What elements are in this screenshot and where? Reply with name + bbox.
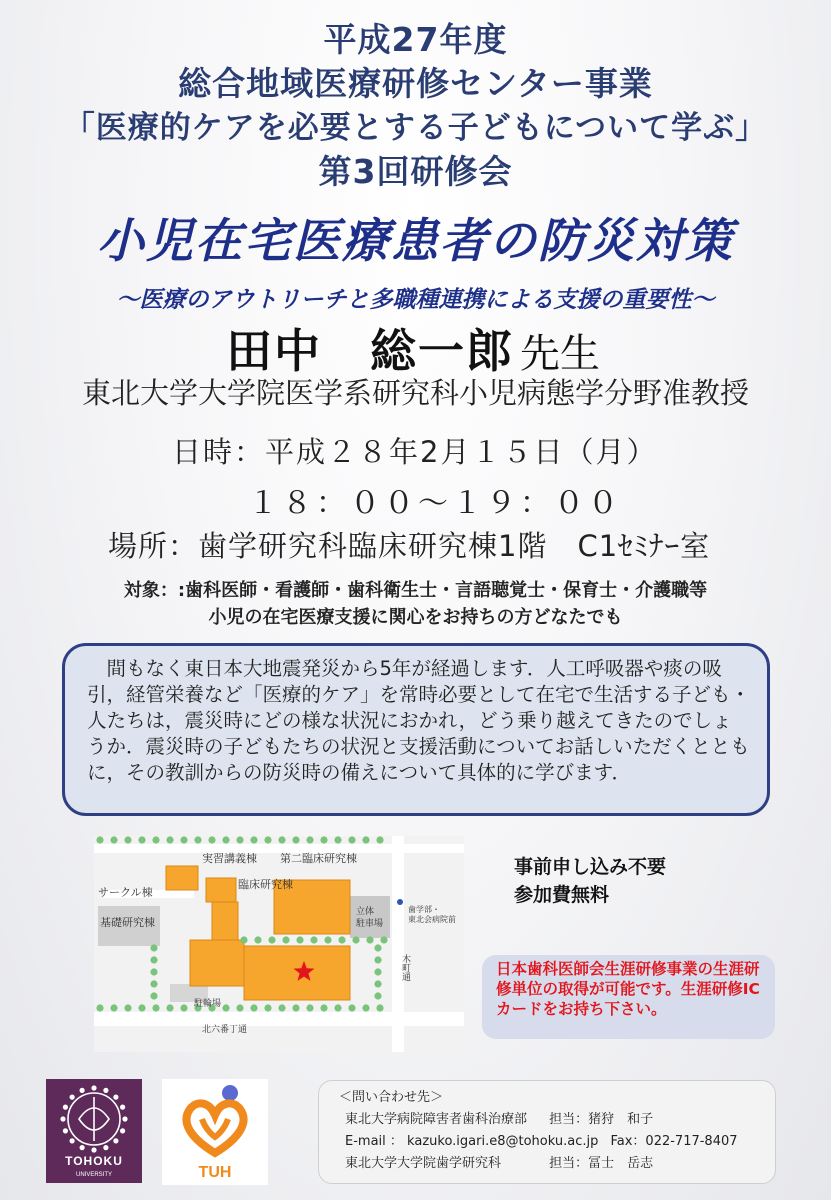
map-label-busstop: 歯学部・ bbox=[408, 905, 440, 914]
tree-icon bbox=[374, 956, 381, 963]
tree-icon bbox=[250, 1004, 257, 1011]
tree-icon bbox=[362, 1004, 369, 1011]
tree-icon bbox=[282, 936, 289, 943]
tree-icon bbox=[264, 836, 271, 843]
parking-building bbox=[350, 896, 390, 938]
tuh-logo bbox=[162, 1079, 268, 1185]
tree-icon bbox=[380, 936, 387, 943]
map-label-parking-2: 駐車場 bbox=[356, 918, 384, 928]
tree-icon bbox=[124, 1004, 131, 1011]
description-text: 間もなく東日本大地震発災から5年が経過します．人工呼吸器や痰の吸引，経管栄養など「医療的ケア」を常時必要として在宅で生活する子ども・人たちは，震災時にどの様な状況におかれ，どう乗り越えてきたのでしょうか．震災時の子どもたちの状況と支援活動についてお話しいただくとともに，その教訓からの防災時の備えについて具体的に学びます． bbox=[87, 657, 751, 784]
event-time: １８：００～１９：００ bbox=[248, 486, 622, 521]
tree-icon bbox=[374, 992, 381, 999]
building-rinsho-wing bbox=[212, 902, 238, 944]
description-box bbox=[62, 643, 770, 816]
tree-icon bbox=[166, 836, 173, 843]
map-label-kimachi: 木町通 bbox=[401, 954, 411, 981]
contact-email[interactable]: kazuko.igari.e8@tohoku.ac.jp bbox=[407, 1134, 599, 1149]
tree-icon bbox=[194, 836, 201, 843]
tree-icon bbox=[254, 936, 261, 943]
tohoku-leaf-icon bbox=[113, 1138, 118, 1143]
free-notice: 参加費無料 bbox=[514, 884, 610, 906]
tree-icon bbox=[96, 1004, 103, 1011]
tree-icon bbox=[150, 968, 157, 975]
tree-icon bbox=[278, 1004, 285, 1011]
tree-icon bbox=[366, 936, 373, 943]
tree-icon bbox=[180, 1004, 187, 1011]
tree-icon bbox=[264, 1004, 271, 1011]
building-circle bbox=[166, 866, 198, 890]
target-audience: 対象：:歯科医師・看護師・歯科衛生士・言語聴覚士・保育士・介護職等 bbox=[123, 580, 708, 601]
tree-icon bbox=[180, 836, 187, 843]
tohoku-logo-text: TOHOKU bbox=[65, 1154, 123, 1168]
tree-icon bbox=[236, 1004, 243, 1011]
main-title: 小児在宅医療患者の防災対策 bbox=[97, 214, 734, 269]
speaker-affiliation: 東北大学大学院医学系研究科小児病態学分野准教授 bbox=[81, 376, 749, 410]
contact-heading: ＜問い合わせ先＞ bbox=[339, 1090, 444, 1105]
tohoku-leaf-icon bbox=[63, 1128, 68, 1133]
tohoku-leaf-icon bbox=[113, 1095, 118, 1100]
tree-icon bbox=[152, 836, 159, 843]
tohoku-leaf-icon bbox=[60, 1116, 65, 1121]
tree-icon bbox=[240, 936, 247, 943]
tree-icon bbox=[268, 936, 275, 943]
map-label-daini: 第二臨床研究棟 bbox=[280, 853, 357, 865]
tree-icon bbox=[348, 1004, 355, 1011]
speaker-honorific: 先生 bbox=[520, 331, 600, 377]
tree-icon bbox=[150, 992, 157, 999]
tree-icon bbox=[222, 1004, 229, 1011]
tohoku-leaf-icon bbox=[120, 1128, 125, 1133]
road-kitaroku bbox=[94, 1012, 464, 1026]
tree-icon bbox=[374, 968, 381, 975]
tree-icon bbox=[374, 944, 381, 951]
contact-dept2: 東北大学大学院歯学研究科 bbox=[345, 1156, 502, 1171]
tree-icon bbox=[208, 836, 215, 843]
building-kiso bbox=[190, 940, 244, 986]
tohoku-leaf-icon bbox=[91, 1085, 96, 1090]
tohoku-leaf-icon bbox=[80, 1088, 85, 1093]
tohoku-logo bbox=[46, 1079, 142, 1183]
tree-icon bbox=[320, 836, 327, 843]
tohoku-logo-subtext: UNIVERSITY bbox=[75, 1172, 113, 1178]
header-year: 平成27年度 bbox=[323, 20, 508, 59]
tohoku-leaf-icon bbox=[70, 1138, 75, 1143]
tree-icon bbox=[124, 836, 131, 843]
tree-icon bbox=[296, 936, 303, 943]
target-audience-note: 小児の在宅医療支援に関心をお持ちの方どなたでも bbox=[208, 607, 623, 628]
tree-icon bbox=[138, 836, 145, 843]
event-place: 場所：歯学研究科臨床研究棟1階 C1ｾﾐﾅｰ室 bbox=[108, 529, 711, 563]
tuh-logo-text: TUH bbox=[198, 1164, 232, 1181]
tree-icon bbox=[306, 836, 313, 843]
tuh-heart-icon bbox=[186, 1103, 243, 1153]
tree-icon bbox=[306, 1004, 313, 1011]
speaker-name: 田中 総一郎 bbox=[226, 324, 514, 378]
tree-icon bbox=[292, 836, 299, 843]
tree-icon bbox=[334, 836, 341, 843]
contact-person1: 担当：猪狩 和子 bbox=[549, 1112, 654, 1127]
map-label-rinsho: 臨床研究棟 bbox=[238, 879, 293, 891]
tree-icon bbox=[376, 1004, 383, 1011]
map-label-busstop-2: 東北会病院前 bbox=[408, 915, 456, 924]
header-session: 第3回研修会 bbox=[318, 152, 513, 191]
bus-stop-icon bbox=[397, 899, 403, 905]
building-rinsho bbox=[244, 946, 350, 1000]
tree-icon bbox=[110, 1004, 117, 1011]
tree-icon bbox=[320, 1004, 327, 1011]
tohoku-leaf-icon bbox=[120, 1105, 125, 1110]
tree-icon bbox=[96, 836, 103, 843]
tuh-dot-icon bbox=[222, 1085, 238, 1101]
campus-map-graphic bbox=[94, 836, 464, 1052]
tree-icon bbox=[166, 1004, 173, 1011]
contact-person2: 担当：冨士 岳志 bbox=[549, 1156, 654, 1171]
header-program: 総合地域医療研修センター事業 bbox=[178, 64, 653, 103]
tree-icon bbox=[222, 836, 229, 843]
contact-email-label: E-mail ： bbox=[345, 1134, 403, 1149]
tree-icon bbox=[292, 1004, 299, 1011]
tree-icon bbox=[362, 836, 369, 843]
road-top bbox=[94, 844, 464, 853]
cme-notice: 日本歯科医師会生涯研修事業の生涯研修単位の取得が可能です。生涯研修ICカードをお持ち下さい。 bbox=[482, 955, 775, 1039]
tree-icon bbox=[250, 836, 257, 843]
campus-map bbox=[94, 836, 464, 1052]
map-label-kiso: 基礎研究棟 bbox=[100, 917, 155, 929]
building-jisshu bbox=[206, 878, 236, 902]
contact-box bbox=[318, 1080, 776, 1184]
tree-icon bbox=[348, 836, 355, 843]
tohoku-leaf-icon bbox=[103, 1145, 108, 1150]
map-label-circle: サークル棟 bbox=[98, 887, 153, 899]
map-label-street: 北六番丁通 bbox=[202, 1024, 248, 1034]
map-label-parking: 立体 bbox=[356, 906, 375, 916]
map-label-chulinjo: 駐輪場 bbox=[194, 998, 222, 1008]
subtitle: ～医療のアウトリーチと多職種連携による支援の重要性～ bbox=[116, 287, 715, 313]
tree-icon bbox=[324, 936, 331, 943]
tohoku-leaf-icon bbox=[91, 1147, 96, 1152]
map-label-jisshu: 実習講義棟 bbox=[202, 853, 257, 865]
tree-icon bbox=[376, 836, 383, 843]
tohoku-leaf-icon bbox=[80, 1145, 85, 1150]
tree-icon bbox=[352, 936, 359, 943]
tohoku-leaf-icon bbox=[103, 1088, 108, 1093]
no-registration-notice: 事前申し込み不要 bbox=[514, 856, 667, 878]
tree-icon bbox=[310, 936, 317, 943]
contact-dept1: 東北大学病院障害者歯科治療部 bbox=[345, 1112, 528, 1127]
tree-icon bbox=[150, 944, 157, 951]
tree-icon bbox=[150, 956, 157, 963]
tohoku-leaf-icon bbox=[122, 1116, 127, 1121]
tree-icon bbox=[152, 1004, 159, 1011]
tree-icon bbox=[138, 1004, 145, 1011]
tree-icon bbox=[338, 936, 345, 943]
tree-icon bbox=[374, 980, 381, 987]
tree-icon bbox=[278, 836, 285, 843]
event-date: 日時：平成２８年2月１５日（月） bbox=[172, 435, 658, 469]
speaker bbox=[226, 315, 600, 378]
tree-icon bbox=[110, 836, 117, 843]
tohoku-leaf-icon bbox=[70, 1095, 75, 1100]
header-theme: 「医療的ケアを必要とする子どもについて学ぶ」 bbox=[63, 110, 768, 146]
contact-fax: Fax：022-717-8407 bbox=[610, 1134, 738, 1149]
tree-icon bbox=[236, 836, 243, 843]
tree-icon bbox=[334, 1004, 341, 1011]
tree-icon bbox=[150, 980, 157, 987]
tohoku-leaf-icon bbox=[63, 1105, 68, 1110]
